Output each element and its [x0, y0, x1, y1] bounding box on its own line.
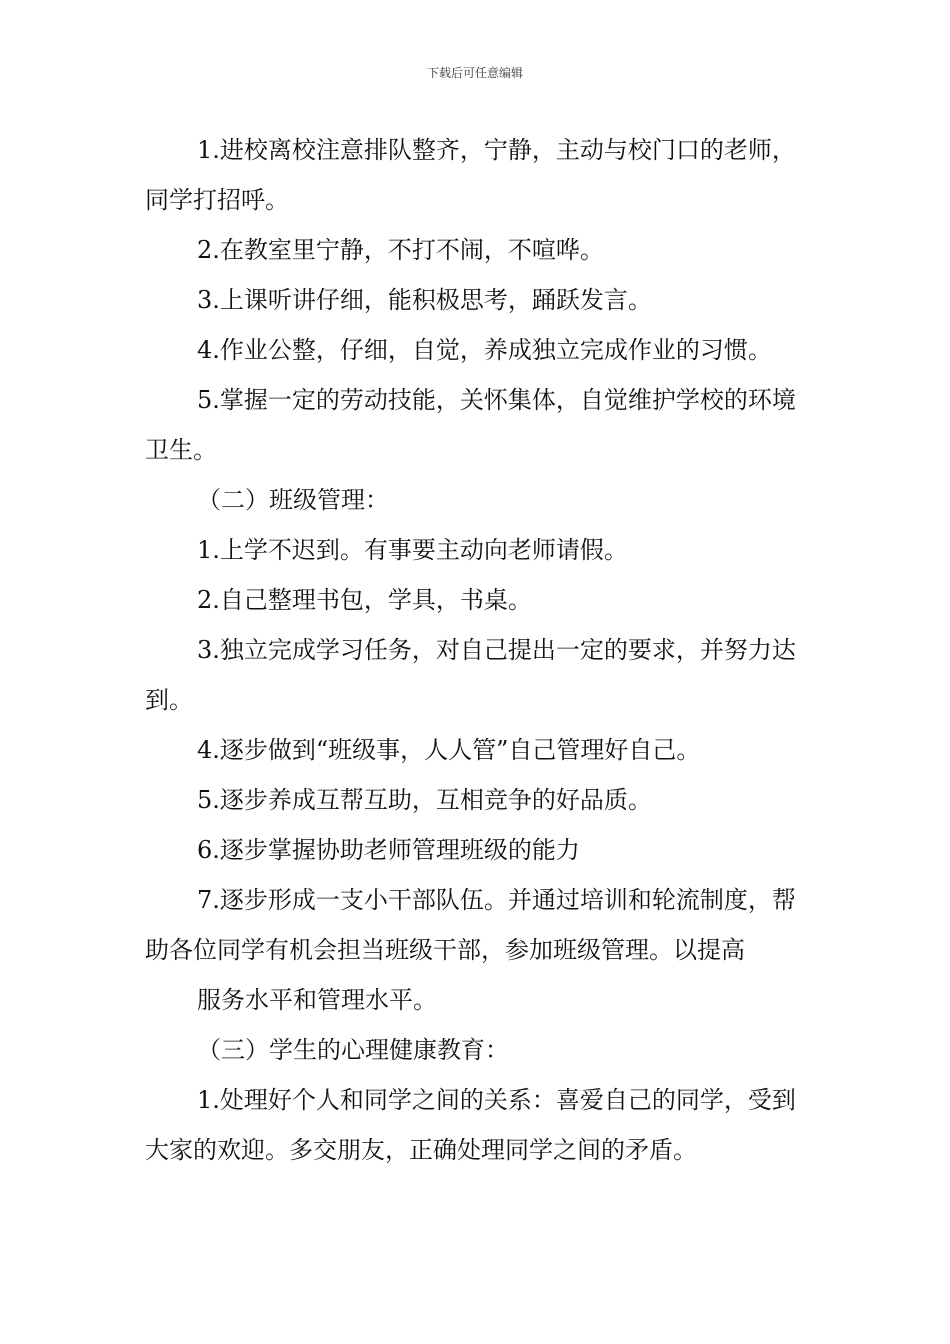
- paragraph: 4.作业公整，仔细，自觉，养成独立完成作业的习惯。: [197, 336, 772, 364]
- paragraph: 1.处理好个人和同学之间的关系：喜爱自己的同学，受到大家的欢迎。多交朋友，正确处理同学之间的矛盾。: [145, 1086, 796, 1164]
- page-header: 下载后可任意编辑: [426, 66, 523, 80]
- paragraph: 服务水平和管理水平。: [197, 986, 437, 1014]
- paragraph: 3.独立完成学习任务，对自己提出一定的要求，并努力达到。: [145, 636, 796, 714]
- paragraph: 3.上课听讲仔细，能积极思考，踊跃发言。: [197, 286, 652, 314]
- paragraph: 1.上学不迟到。有事要主动向老师请假。: [197, 536, 628, 564]
- section-heading: （三）学生的心理健康教育：: [197, 1036, 509, 1064]
- document-body: [145, 125, 810, 1175]
- paragraph: 1.进校离校注意排队整齐，宁静，主动与校门口的老师，同学打招呼。: [145, 136, 796, 214]
- paragraph: 2.自己整理书包，学具，书桌。: [197, 586, 532, 614]
- paragraph: 7.逐步形成一支小干部队伍。并通过培训和轮流制度，帮助各位同学有机会担当班级干部，参加班级管理。以提高: [145, 886, 796, 964]
- section-heading: （二）班级管理：: [197, 486, 389, 514]
- paragraph: 5.掌握一定的劳动技能，关怀集体，自觉维护学校的环境卫生。: [145, 386, 796, 464]
- paragraph: 6.逐步掌握协助老师管理班级的能力: [197, 836, 580, 864]
- paragraph: 2.在教室里宁静，不打不闹，不喧哗。: [197, 236, 604, 264]
- paragraph: 4.逐步做到“班级事，人人管”自己管理好自己。: [197, 736, 701, 764]
- paragraph: 5.逐步养成互帮互助，互相竞争的好品质。: [197, 786, 652, 814]
